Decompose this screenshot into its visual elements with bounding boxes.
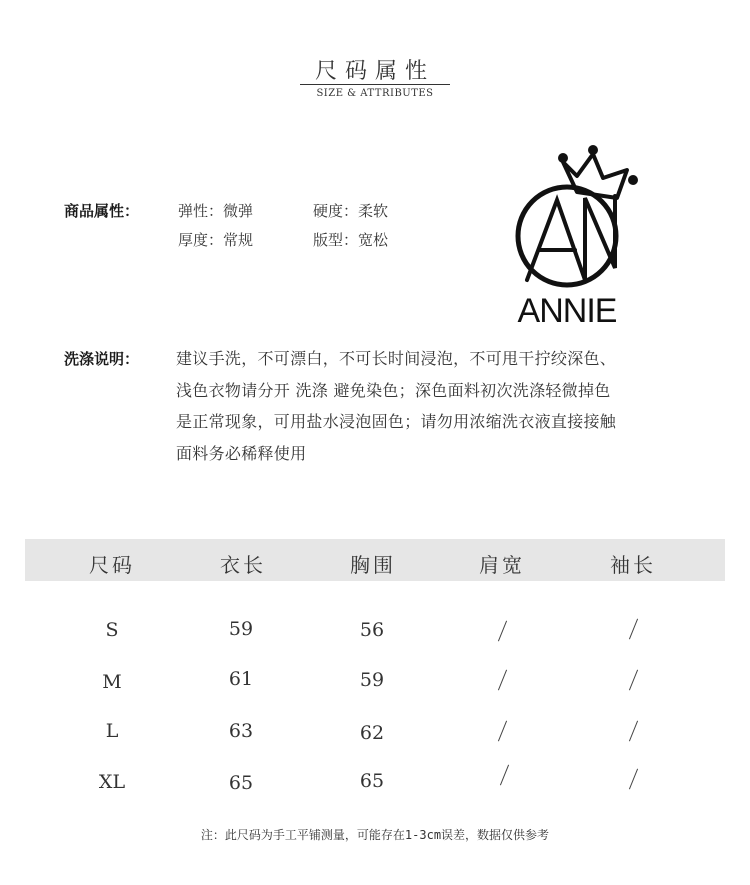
washing-line-1: 建议手洗，不可漂白，不可长时间浸泡，不可甩干拧绞深色、 (176, 349, 617, 368)
attributes-label: 商品属性： (64, 202, 140, 220)
cell-bust-m: 59 (359, 669, 385, 691)
page-title: 尺码属性 (314, 59, 435, 84)
header-bust: 胸围 (350, 553, 396, 577)
washing-line-4: 面料务必稀释使用 (176, 444, 307, 463)
header-size: 尺码 (89, 553, 135, 577)
attribute-hardness: 硬度：柔软 (313, 202, 389, 220)
washing-line-2: 浅色衣物请分开 洗涤 避免染色；深色面料初次洗涤轻微掉色 (176, 381, 611, 400)
cell-sleeve-s (629, 619, 638, 640)
measurement-note: 注：此尺码为手工平铺测量，可能存在1-3cm误差，数据仅供参考 (200, 828, 550, 842)
header-length: 衣长 (220, 553, 266, 577)
cell-length-m: 61 (228, 668, 254, 690)
crown-icon (563, 154, 627, 198)
cell-sleeve-xl (629, 769, 638, 790)
crown-jewel-right (628, 175, 638, 185)
cell-sleeve-l (629, 721, 638, 742)
cell-sleeve-m (629, 670, 638, 691)
cell-size-s: S (105, 619, 119, 641)
brand-logo (505, 140, 670, 330)
cell-bust-l: 62 (359, 722, 385, 744)
crown-jewel-center (588, 145, 598, 155)
cell-bust-xl: 65 (359, 770, 385, 792)
crown-jewel-left (558, 153, 568, 163)
cell-size-l: L (105, 720, 119, 742)
washing-line-3: 是正常现象，可用盐水浸泡固色；请勿用浓缩洗衣液直接接触 (176, 412, 617, 431)
cell-shoulder-l (498, 721, 507, 742)
title-divider (300, 84, 450, 85)
header-sleeve: 袖长 (610, 553, 656, 577)
brand-wordmark: ANNIE (517, 292, 617, 330)
cell-bust-s: 56 (359, 619, 385, 641)
washing-label: 洗涤说明： (64, 350, 140, 368)
header-shoulder: 肩宽 (479, 553, 525, 577)
attribute-thickness: 厚度：常规 (178, 231, 254, 249)
cell-length-s: 59 (228, 618, 254, 640)
cell-size-xl: XL (98, 771, 126, 793)
cell-shoulder-s (498, 621, 507, 642)
cell-shoulder-m (498, 670, 507, 691)
cell-shoulder-xl (500, 765, 509, 786)
attribute-elasticity: 弹性：微弹 (178, 202, 254, 220)
page-subtitle: SIZE & ATTRIBUTES (316, 88, 434, 99)
cell-length-l: 63 (228, 720, 254, 742)
cell-length-xl: 65 (228, 772, 254, 794)
cell-size-m: M (102, 671, 122, 693)
attribute-fit: 版型：宽松 (313, 231, 389, 249)
